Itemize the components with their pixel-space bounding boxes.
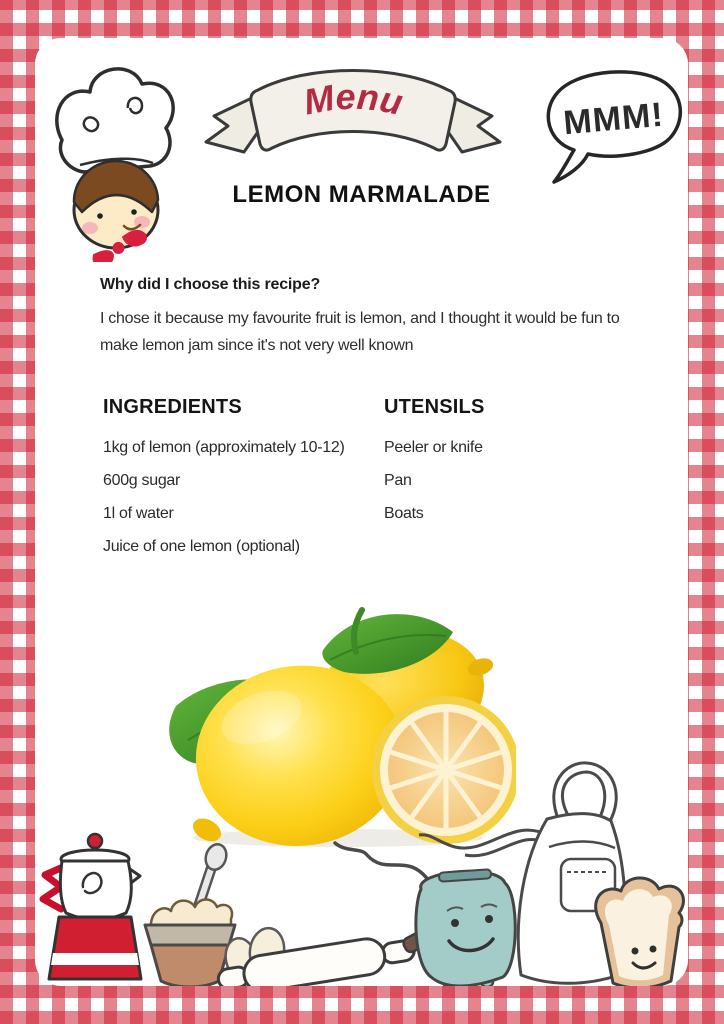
ingredients-list: [103, 434, 348, 560]
chef-hat: [57, 69, 173, 172]
chef-character-icon: [40, 52, 185, 262]
speech-bubble-icon: [532, 54, 690, 190]
page-title: LEMON MARMALADE: [232, 181, 491, 208]
list-item: 600g sugar: [103, 472, 181, 489]
menu-banner-text: Menu: [300, 75, 407, 123]
chef-eye: [97, 213, 103, 219]
speech-bubble-text: MMM!: [561, 95, 666, 143]
ingredients-section: [103, 396, 348, 566]
ingredients-heading: INGREDIENTS: [103, 396, 242, 418]
toast-icon: [596, 878, 684, 986]
list-item: Juice of one lemon (optional): [103, 538, 300, 555]
toaster-body: [416, 871, 515, 986]
toast-eye: [632, 948, 639, 955]
toaster-eye: [485, 915, 493, 923]
intro-question-heading: Why did I choose this recipe?: [100, 276, 321, 293]
mixing-bowl-icon: [145, 842, 235, 986]
list-item: 1l of water: [103, 505, 174, 522]
list-item: 1kg of lemon (approximately 10-12): [103, 439, 345, 456]
moka-knob: [88, 834, 102, 848]
toast-eye: [650, 946, 657, 953]
utensils-heading: UTENSILS: [384, 396, 485, 418]
moka-pot-icon: [43, 834, 141, 979]
list-item: Peeler or knife: [384, 439, 483, 456]
moka-base: [49, 917, 141, 979]
chef-eye: [131, 209, 137, 215]
intro-answer-text: I chose it because my favourite fruit is lemon, and I thought it would be fun to make lemon jam since it's not very well known: [100, 310, 620, 354]
chef-cheek: [82, 222, 98, 234]
list-item: Boats: [384, 505, 424, 522]
kitchen-illustrations-band: [35, 755, 688, 986]
utensils-section: [384, 396, 604, 533]
menu-banner-icon: [198, 56, 508, 168]
moka-base-stripe: [51, 953, 139, 965]
utensils-list: [384, 434, 604, 527]
bowl-rim: [145, 925, 235, 945]
list-item: Pan: [384, 472, 412, 489]
toaster-cord: [335, 843, 429, 881]
toaster-eye: [451, 919, 459, 927]
